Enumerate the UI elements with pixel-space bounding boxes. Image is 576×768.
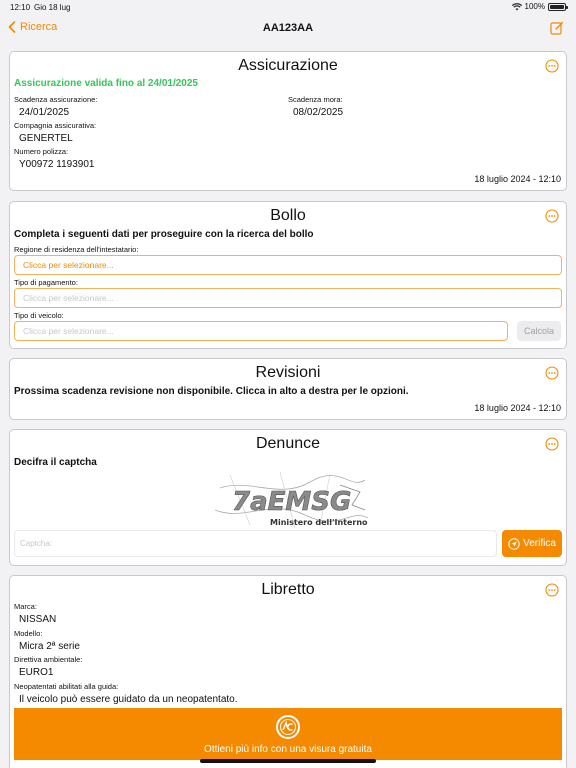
veicolo-label: Tipo di veicolo: bbox=[14, 311, 64, 320]
mora-value: 08/02/2025 bbox=[293, 107, 344, 118]
denunce-card bbox=[9, 429, 567, 566]
more-options-icon[interactable] bbox=[545, 583, 559, 597]
page-title: AA123AA bbox=[262, 22, 314, 34]
status-time: 12:10 bbox=[10, 3, 31, 12]
captcha-text: 7aEMSG bbox=[232, 487, 352, 517]
neopatentati-block bbox=[14, 682, 238, 705]
validity-status: Assicurazione valida fino al 24/01/2025 bbox=[14, 78, 198, 89]
captcha-image bbox=[210, 470, 370, 530]
navigation-bar bbox=[0, 14, 576, 44]
compose-icon[interactable] bbox=[550, 21, 564, 35]
assicurazione-timestamp: 18 luglio 2024 - 12:10 bbox=[474, 174, 561, 184]
more-options-icon[interactable] bbox=[545, 437, 559, 451]
compagnia-label: Compagnia assicurativa: bbox=[14, 121, 97, 130]
calcola-button[interactable]: Calcola bbox=[517, 321, 561, 341]
bollo-title: Bollo bbox=[270, 207, 306, 224]
more-options-icon[interactable] bbox=[545, 59, 559, 73]
scadenza-label: Scadenza assicurazione: bbox=[14, 95, 98, 104]
mora-block bbox=[288, 95, 343, 118]
pagamento-label: Tipo di pagamento: bbox=[14, 278, 78, 287]
back-label: Ricerca bbox=[20, 21, 58, 33]
direttiva-value: EURO1 bbox=[19, 667, 54, 678]
status-right bbox=[512, 2, 566, 11]
direttiva-label: Direttiva ambientale: bbox=[14, 655, 83, 664]
bollo-card bbox=[9, 201, 567, 349]
wifi-icon bbox=[512, 3, 522, 11]
libretto-card bbox=[9, 575, 567, 768]
regione-select[interactable]: Clicca per selezionare... bbox=[14, 255, 562, 275]
neopatentati-label: Neopatentati abilitati alla guida: bbox=[14, 682, 119, 691]
status-date: Gio 18 lug bbox=[34, 3, 71, 12]
visura-label: Ottieni più info con una visura gratuita bbox=[204, 744, 372, 755]
marca-value: NISSAN bbox=[19, 614, 57, 625]
verifica-button[interactable] bbox=[502, 530, 562, 557]
assicurazione-title: Assicurazione bbox=[238, 57, 338, 74]
more-options-icon[interactable] bbox=[545, 366, 559, 380]
scadenza-value: 24/01/2025 bbox=[19, 107, 70, 118]
captcha-input[interactable]: Captcha: bbox=[14, 530, 497, 557]
direttiva-block bbox=[14, 655, 82, 678]
libretto-title: Libretto bbox=[261, 581, 315, 598]
compagnia-block bbox=[14, 121, 96, 144]
visura-button[interactable] bbox=[14, 708, 562, 760]
modello-block bbox=[14, 629, 80, 652]
modello-label: Modello: bbox=[14, 629, 43, 638]
home-indicator[interactable] bbox=[200, 759, 376, 763]
modello-value: Micra 2ª serie bbox=[19, 641, 80, 652]
neopatentati-value: Il veicolo può essere guidato da un neopatentato. bbox=[19, 694, 238, 705]
assicurazione-card bbox=[9, 51, 567, 191]
status-bar bbox=[0, 0, 576, 14]
captcha-instruction: Decifra il captcha bbox=[14, 457, 97, 468]
aci-logo-icon bbox=[275, 714, 301, 740]
compagnia-value: GENERTEL bbox=[19, 133, 73, 144]
revisioni-card bbox=[9, 358, 567, 420]
battery-percent: 100% bbox=[524, 2, 545, 11]
marca-block bbox=[14, 602, 56, 625]
captcha-caption: Ministero dell'Interno bbox=[270, 518, 368, 527]
revisioni-title: Revisioni bbox=[255, 364, 321, 381]
mora-label: Scadenza mora: bbox=[288, 95, 343, 104]
marca-label: Marca: bbox=[14, 602, 37, 611]
verifica-label: Verifica bbox=[523, 538, 556, 549]
bollo-instruction: Completa i seguenti dati per proseguire con la ricerca del bollo bbox=[14, 229, 314, 240]
pagamento-select[interactable]: Clicca per selezionare... bbox=[14, 288, 562, 308]
denunce-title: Denunce bbox=[255, 435, 321, 452]
more-options-icon[interactable] bbox=[545, 209, 559, 223]
scadenza-block bbox=[14, 95, 97, 118]
polizza-value: Y00972 1193901 bbox=[19, 159, 95, 170]
polizza-block bbox=[14, 147, 94, 170]
revisioni-message: Prossima scadenza revisione non disponibile. Clicca in alto a destra per le opzioni. bbox=[14, 386, 409, 397]
veicolo-select[interactable]: Clicca per selezionare... bbox=[14, 321, 508, 341]
battery-icon bbox=[548, 3, 566, 11]
regione-label: Regione di residenza dell'intestatario: bbox=[14, 245, 139, 254]
polizza-label: Numero polizza: bbox=[14, 147, 69, 156]
revisioni-timestamp: 18 luglio 2024 - 12:10 bbox=[474, 403, 561, 413]
send-icon bbox=[508, 538, 520, 550]
